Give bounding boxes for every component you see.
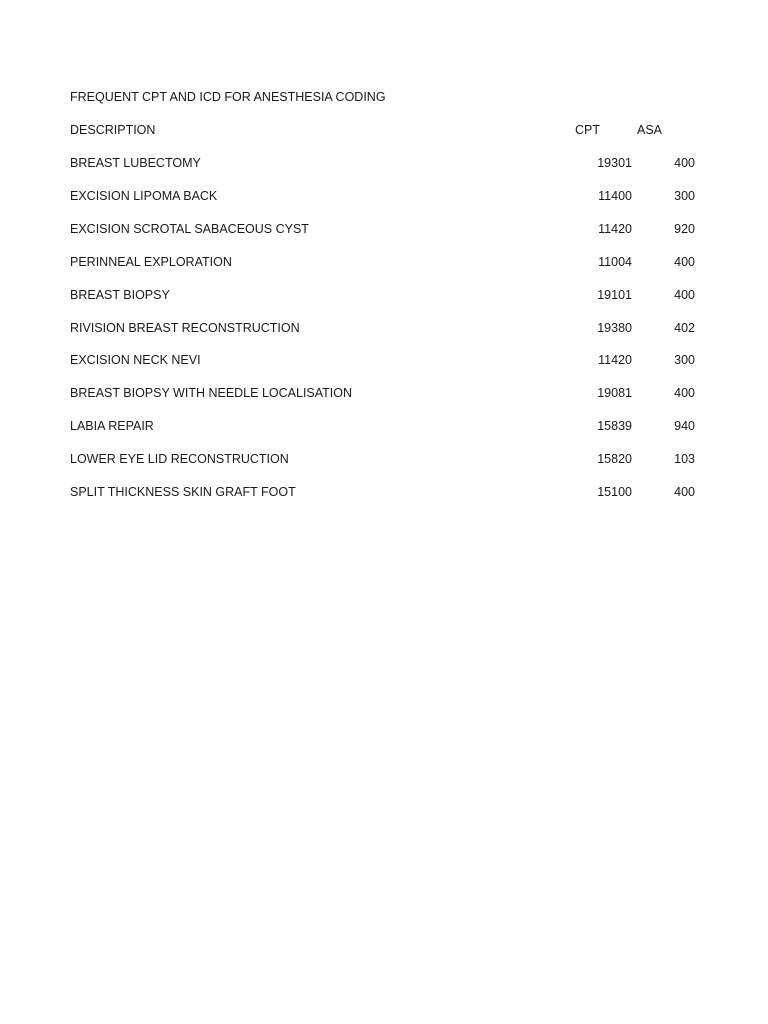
row-asa-code: 940 (674, 419, 695, 433)
row-asa-code: 920 (674, 222, 695, 236)
table-row (0, 288, 768, 306)
row-description: RIVISION BREAST RECONSTRUCTION (70, 321, 300, 335)
row-cpt-code: 19081 (597, 386, 632, 400)
row-description: EXCISION LIPOMA BACK (70, 189, 218, 203)
table-row (0, 419, 768, 437)
row-description: PERINNEAL EXPLORATION (70, 255, 232, 269)
table-row (0, 321, 768, 339)
table-row (0, 452, 768, 470)
row-cpt-code: 15839 (597, 419, 632, 433)
row-cpt-code: 11400 (598, 189, 632, 203)
document-title: FREQUENT CPT AND ICD FOR ANESTHESIA CODING (70, 90, 386, 104)
table-row (0, 189, 768, 207)
table-row (0, 255, 768, 273)
row-description: BREAST BIOPSY WITH NEEDLE LOCALISATION (70, 386, 353, 400)
cpt-column-header: CPT (575, 123, 600, 137)
table-row (0, 485, 768, 503)
row-asa-code: 400 (674, 255, 695, 269)
row-description: BREAST BIOPSY (70, 288, 170, 302)
row-cpt-code: 19101 (597, 288, 632, 302)
row-cpt-code: 19380 (597, 321, 632, 335)
row-description: LABIA REPAIR (70, 419, 154, 433)
row-description: EXCISION NECK NEVI (70, 353, 201, 367)
row-description: EXCISION SCROTAL SABACEOUS CYST (70, 222, 309, 236)
row-asa-code: 300 (674, 353, 695, 367)
row-description: SPLIT THICKNESS SKIN GRAFT FOOT (70, 485, 296, 499)
table-header-row (0, 123, 768, 141)
row-asa-code: 300 (674, 189, 695, 203)
row-cpt-code: 11420 (598, 353, 632, 367)
asa-column-header: ASA (637, 123, 663, 137)
row-cpt-code: 19301 (597, 156, 632, 170)
row-asa-code: 400 (674, 485, 695, 499)
row-asa-code: 400 (674, 288, 695, 302)
row-description: LOWER EYE LID RECONSTRUCTION (70, 452, 289, 466)
table-row (0, 386, 768, 404)
row-asa-code: 400 (674, 156, 695, 170)
row-cpt-code: 15100 (597, 485, 632, 499)
row-asa-code: 400 (674, 386, 695, 400)
table-row (0, 222, 768, 240)
row-cpt-code: 11420 (598, 222, 632, 236)
table-row (0, 156, 768, 174)
row-cpt-code: 11004 (598, 255, 632, 269)
table-row (0, 353, 768, 371)
row-cpt-code: 15820 (597, 452, 632, 466)
row-asa-code: 103 (674, 452, 695, 466)
row-description: BREAST LUBECTOMY (70, 156, 201, 170)
description-column-header: DESCRIPTION (70, 123, 156, 137)
row-asa-code: 402 (674, 321, 695, 335)
